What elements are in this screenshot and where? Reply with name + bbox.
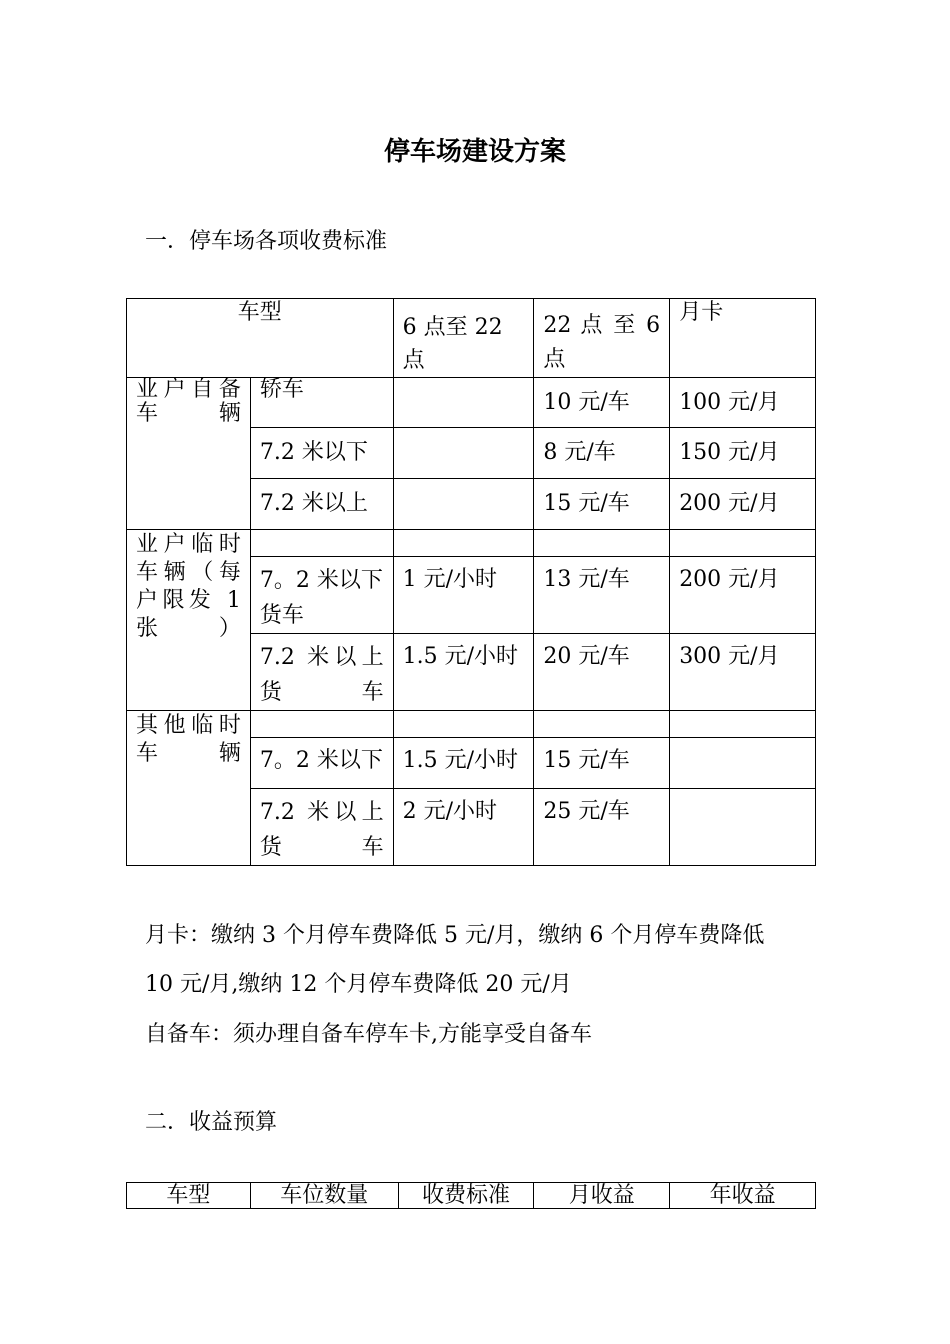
row-night: 25 元/车 [534, 789, 670, 866]
row-day [393, 378, 534, 428]
row-monthly [670, 711, 816, 738]
revenue-table [126, 1182, 816, 1209]
row-monthly: 200 元/月 [670, 479, 816, 530]
page-title: 停车场建设方案 [383, 137, 566, 167]
row-monthly [670, 738, 816, 789]
row-day: 1.5 元/小时 [393, 738, 534, 789]
revenue-header-monthly: 月收益 [534, 1183, 670, 1209]
revenue-header-spaces: 车位数量 [250, 1183, 398, 1209]
row-day [393, 530, 534, 557]
row-night: 8 元/车 [534, 428, 670, 479]
row-monthly: 300 元/月 [670, 634, 816, 711]
group-label-other-temp: 其他临时车辆 [127, 711, 251, 866]
row-night [534, 711, 670, 738]
group-label-temp-owner: 业户临时车辆（每户限发 1 张） [127, 530, 251, 711]
header-monthly-card: 月卡 [670, 299, 816, 378]
row-type: 7。2 米以下 [250, 738, 393, 789]
row-day [393, 479, 534, 530]
row-monthly: 150 元/月 [670, 428, 816, 479]
note-own-car: 自备车：须办理自备车停车卡,方能享受自备车 [145, 1022, 592, 1047]
row-night: 15 元/车 [534, 738, 670, 789]
header-night-rate: 22 点 至 6 点 [534, 299, 670, 378]
row-monthly: 100 元/月 [670, 378, 816, 428]
row-night: 15 元/车 [534, 479, 670, 530]
row-day [393, 428, 534, 479]
note-monthly-line2: 10 元/月,缴纳 12 个月停车费降低 20 元/月 [145, 972, 572, 997]
revenue-header-fee: 收费标准 [398, 1183, 534, 1209]
row-monthly [670, 530, 816, 557]
row-day [393, 711, 534, 738]
row-type: 7.2 米以上 [250, 479, 393, 530]
row-night [534, 530, 670, 557]
header-vehicle-type: 车型 [127, 299, 394, 378]
group-label-own: 业户自备车辆 [127, 378, 251, 530]
row-monthly: 200 元/月 [670, 557, 816, 634]
row-day: 2 元/小时 [393, 789, 534, 866]
row-day: 1.5 元/小时 [393, 634, 534, 711]
row-monthly [670, 789, 816, 866]
row-type: 7。2 米以下货车 [250, 557, 393, 634]
section-heading-revenue: 二．收益预算 [145, 1110, 278, 1135]
header-day-rate: 6 点至 22 点 [393, 299, 534, 378]
row-type: 7.2 米以下 [250, 428, 393, 479]
row-type [250, 711, 393, 738]
row-type: 轿车 [250, 378, 393, 428]
row-day: 1 元/小时 [393, 557, 534, 634]
row-night: 13 元/车 [534, 557, 670, 634]
note-monthly-line1: 月卡：缴纳 3 个月停车费降低 5 元/月，缴纳 6 个月停车费降低 [145, 923, 765, 948]
revenue-header-type: 车型 [127, 1183, 251, 1209]
row-type [250, 530, 393, 557]
row-type: 7.2 米以上货车 [250, 789, 393, 866]
revenue-header-yearly: 年收益 [670, 1183, 816, 1209]
section-heading-fees: 一．停车场各项收费标准 [145, 229, 388, 254]
row-night: 10 元/车 [534, 378, 670, 428]
fee-table [126, 298, 816, 866]
row-type: 7.2 米以上货车 [250, 634, 393, 711]
row-night: 20 元/车 [534, 634, 670, 711]
